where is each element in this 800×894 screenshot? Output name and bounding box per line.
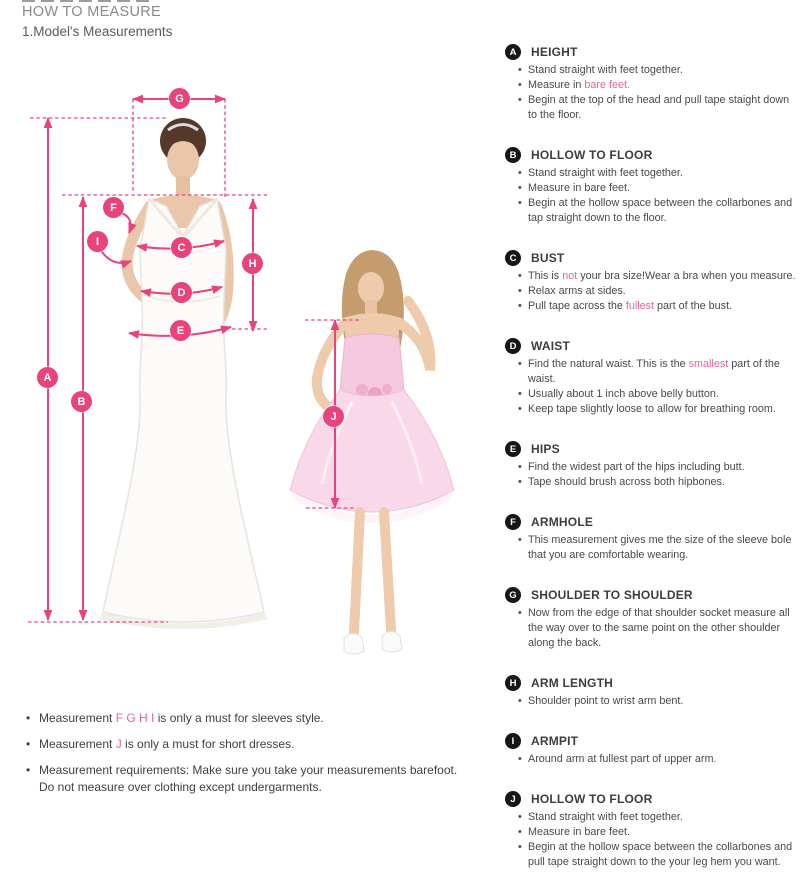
marker-e: E (170, 320, 191, 341)
bullet: • Stand straight with feet together. (518, 63, 797, 78)
section-hips (505, 441, 797, 490)
section-armhole (505, 514, 797, 563)
note-short-dresses: • Measurement J is only a must for short dresses. (26, 736, 462, 753)
section-bust (505, 250, 797, 314)
bullet: • This measurement gives me the size of the sleeve bole that you are comfortable wearing. (518, 533, 797, 563)
bullet: • Find the widest part of the hips including butt. (518, 460, 797, 475)
model-photo-short-dress (290, 250, 454, 654)
note-sleeves: • Measurement F G H I is only a must for sleeves style. (26, 710, 462, 727)
measurement-notes (26, 710, 462, 805)
section-title: HEIGHT (531, 45, 578, 59)
bullet: • Measure in bare feet. (518, 78, 797, 93)
bullet: • Shoulder point to wrist arm bent. (518, 694, 797, 709)
marker-b: B (71, 391, 92, 412)
section-waist (505, 338, 797, 417)
letter-badge-a: A (505, 44, 521, 60)
marker-f: F (103, 197, 124, 218)
section-title: HOLLOW TO FLOOR (531, 148, 653, 162)
bullet: • Stand straight with feet together. (518, 810, 797, 825)
letter-badge-e: E (505, 441, 521, 457)
marker-h: H (242, 253, 263, 274)
bullet: • Now from the edge of that shoulder socket measure all the way over to the same point on the other shoulder along the back. (518, 606, 797, 651)
section-title: HOLLOW TO FLOOR (531, 792, 653, 806)
letter-badge-f: F (505, 514, 521, 530)
bullet: • Tape should brush across both hipbones. (518, 475, 797, 490)
page-subtitle: 1.Model's Measurements (22, 24, 173, 39)
letter-badge-j: J (505, 791, 521, 807)
section-title: ARMHOLE (531, 515, 594, 529)
bullet: • This is not your bra size!Wear a bra when you measure. (518, 269, 797, 284)
letter-badge-g: G (505, 587, 521, 603)
section-hollow-to-floor-short (505, 791, 797, 870)
letter-badge-i: I (505, 733, 521, 749)
marker-a: A (37, 367, 58, 388)
bullet: • Relax arms at sides. (518, 284, 797, 299)
marker-g: G (169, 88, 190, 109)
note-requirements-cont: Do not measure over clothing except undergarments. (39, 780, 322, 794)
section-title: ARMPIT (531, 734, 579, 748)
bullet: • Keep tape slightly loose to allow for breathing room. (518, 402, 797, 417)
section-armpit (505, 733, 797, 767)
letter-badge-h: H (505, 675, 521, 691)
bullet: • Usually about 1 inch above belly button. (518, 387, 797, 402)
bullet: • Measure in bare feet. (518, 181, 797, 196)
marker-c: C (171, 237, 192, 258)
bullet: • Measure in bare feet. (518, 825, 797, 840)
page-title: HOW TO MEASURE (22, 4, 162, 20)
bullet: • Begin at the hollow space between the collarbones and pull tape straight down to the your leg hem you want. (518, 840, 797, 870)
bullet: • Stand straight with feet together. (518, 166, 797, 181)
marker-d: D (171, 282, 192, 303)
section-title: BUST (531, 251, 565, 265)
section-shoulder-to-shoulder (505, 587, 797, 651)
bullet: • Begin at the top of the head and pull tape staight down to the floor. (518, 93, 797, 123)
bullet: • Around arm at fullest part of upper arm. (518, 752, 797, 767)
bullet: • Begin at the hollow space between the collarbones and tap straight down to the floor. (518, 196, 797, 226)
marker-i: I (87, 231, 108, 252)
letter-badge-c: C (505, 250, 521, 266)
letter-badge-b: B (505, 147, 521, 163)
bullet: • Pull tape across the fullest part of the bust. (518, 299, 797, 314)
section-title: WAIST (531, 339, 570, 353)
section-hollow-to-floor (505, 147, 797, 226)
section-arm-length (505, 675, 797, 709)
section-title: ARM LENGTH (531, 676, 613, 690)
note-requirements: • Measurement requirements: Make sure you take your measurements barefoot. (26, 762, 462, 779)
section-height (505, 44, 797, 123)
bullet: • Find the natural waist. This is the smallest part of the waist. (518, 357, 797, 387)
marker-j: J (323, 406, 344, 427)
section-title: HIPS (531, 442, 560, 456)
instruction-list (505, 44, 797, 894)
section-title: SHOULDER TO SHOULDER (531, 588, 693, 602)
letter-badge-d: D (505, 338, 521, 354)
